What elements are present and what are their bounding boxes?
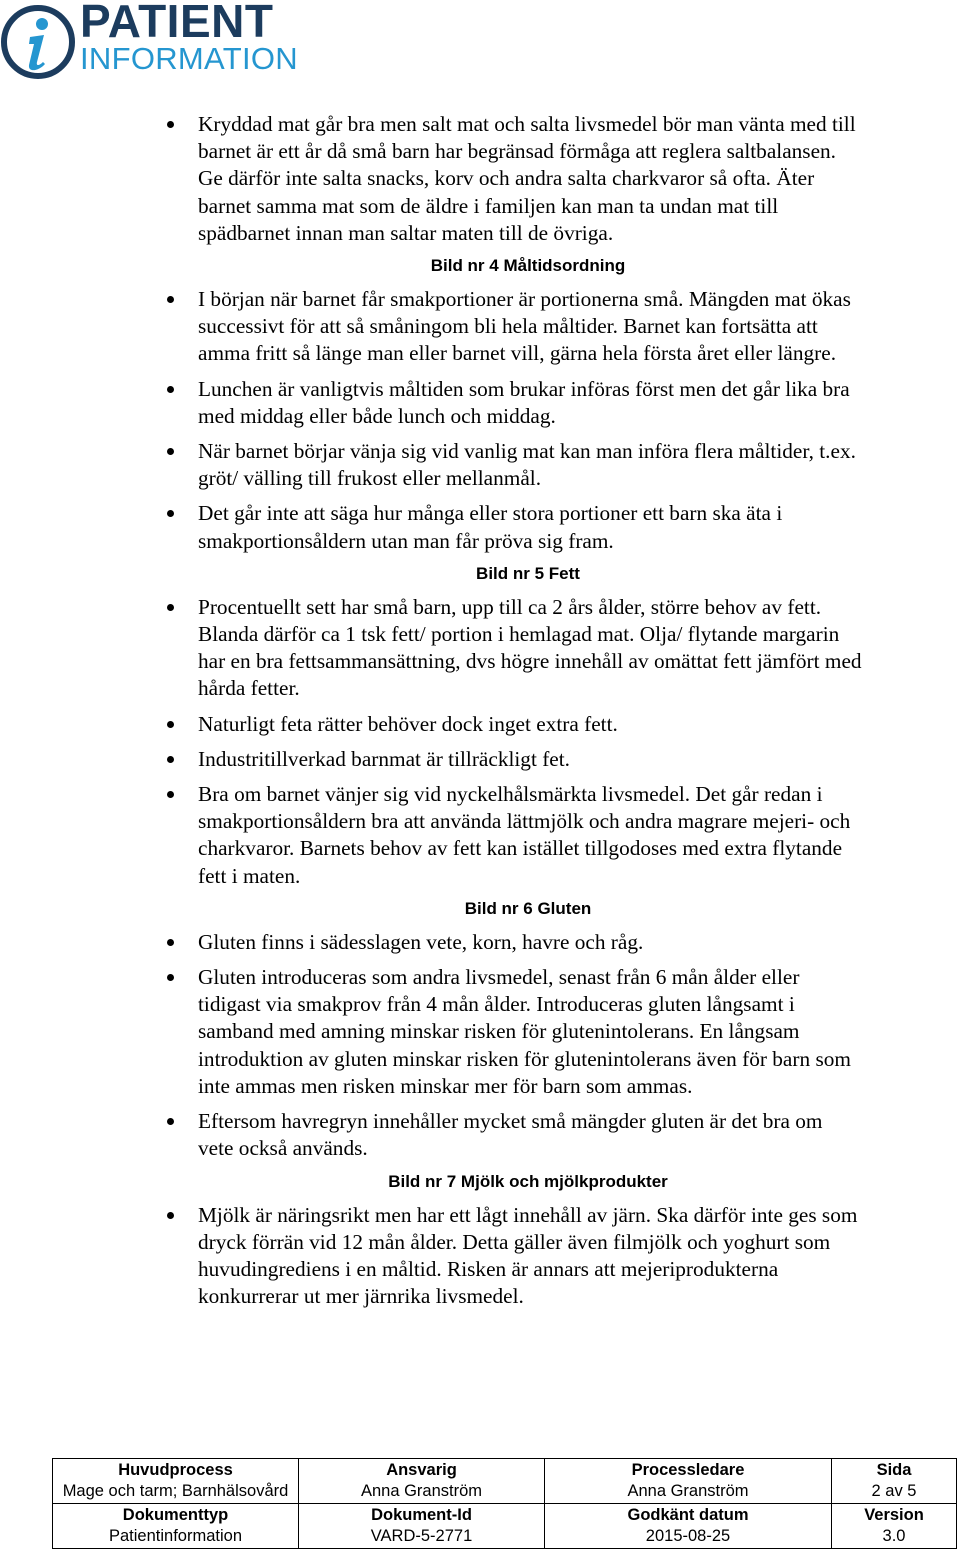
footer-value: 3.0 xyxy=(882,1527,906,1545)
section-mjolk xyxy=(162,1171,862,1311)
footer-cell-huvudprocess xyxy=(53,1459,299,1504)
list-item: Lunchen är vanligtvis måltiden som brukar införas först men det går lika bra med middag eller både lunch och middag. xyxy=(162,376,862,430)
list-item: Mjölk är näringsrikt men har ett lågt innehåll av järn. Ska därför inte ges som dryck förrän vid 12 mån ålder. Detta gäller även filmjölk och yoghurt som huvudingrediens i en måltid. Risken är annars att mejeriprodukterna konkurrerar ut mer järnrika livsmedel. xyxy=(162,1202,862,1311)
list-item: Industritillverkad barnmat är tillräckligt fet. xyxy=(162,746,862,773)
footer-row xyxy=(53,1459,957,1504)
info-i-logo-icon xyxy=(0,4,76,80)
list-item: Naturligt feta rätter behöver dock inget extra fett. xyxy=(162,711,862,738)
footer-label: Huvudprocess xyxy=(118,1461,233,1479)
footer-cell-processledare xyxy=(545,1459,832,1504)
footer-value: Anna Granström xyxy=(627,1482,749,1500)
footer-value: VARD-5-2771 xyxy=(370,1527,473,1545)
list-item: Bra om barnet vänjer sig vid nyckelhålsmärkta livsmedel. Det går redan i smakportionsåldern bra att använda lättmjölk och andra magrare mejeri- och charkvaror. Barnets behov av fett kan istället tillgodoses med extra flytande fett i maten. xyxy=(162,781,862,890)
footer-label: Processledare xyxy=(631,1461,745,1479)
list-item: Procentuellt sett har små barn, upp till ca 2 års ålder, större behov av fett. Blanda därför ca 1 tsk fett/ portion i hemlagad mat. Olja/ flytande margarin har en bra fettsammansättning, dvs högre innehåll av omättat fett jämfört med hårda fetter. xyxy=(162,594,862,703)
list-item: Eftersom havregryn innehåller mycket små mängder gluten är det bra om vete också används. xyxy=(162,1108,862,1162)
logo-subtitle: INFORMATION xyxy=(80,41,298,76)
section-salt xyxy=(162,111,862,247)
document-body xyxy=(162,111,862,1318)
footer-cell-sida xyxy=(832,1459,957,1504)
footer-label: Dokumenttyp xyxy=(122,1506,229,1524)
footer-value: 2 av 5 xyxy=(871,1482,917,1500)
section-gluten xyxy=(162,898,862,1163)
list-item: Det går inte att säga hur många eller stora portioner ett barn ska äta i smakportionsåldern utan man får pröva sig fram. xyxy=(162,500,862,554)
list-item: Kryddad mat går bra men salt mat och salta livsmedel bör man vänta med till barnet är ett år då små barn har begränsad förmåga att reglera saltbalansen. Ge därför inte salta snacks, korv och andra salta charkvaror så ofta. Äter barnet samma mat som de äldre i familjen kan man ta undan mat till spädbarnet innan man saltar maten till de övriga. xyxy=(162,111,862,247)
section-fett xyxy=(162,563,862,890)
section-maltidsordning xyxy=(162,255,862,555)
section-heading: Bild nr 7 Mjölk och mjölkprodukter xyxy=(388,1171,668,1191)
list-item: I början när barnet får smakportioner är portionerna små. Mängden mat ökas successivt för att så småningom bli hela måltider. Barnet kan fortsätta att amma fritt så länge man eller barnet vill, gärna hela första året eller längre. xyxy=(162,286,862,368)
logo-title: PATIENT xyxy=(80,0,274,47)
footer-label: Godkänt datum xyxy=(627,1506,749,1524)
footer-label: Ansvarig xyxy=(386,1461,457,1479)
footer-label: Sida xyxy=(876,1461,912,1479)
footer-cell-ansvarig xyxy=(299,1459,545,1504)
bullet-list xyxy=(162,1202,862,1311)
bullet-list xyxy=(162,111,862,247)
bullet-list xyxy=(162,286,862,555)
document-footer-table xyxy=(52,1458,957,1549)
footer-value: Patientinformation xyxy=(109,1527,242,1545)
footer-row xyxy=(53,1504,957,1549)
section-heading: Bild nr 6 Gluten xyxy=(464,898,592,918)
list-item: Gluten finns i sädesslagen vete, korn, havre och råg. xyxy=(162,929,862,956)
footer-value: 2015-08-25 xyxy=(645,1527,731,1545)
section-heading: Bild nr 5 Fett xyxy=(476,563,580,583)
footer-value: Mage och tarm; Barnhälsovård xyxy=(62,1482,289,1500)
list-item: När barnet börjar vänja sig vid vanlig mat kan man införa flera måltider, t.ex. gröt/ välling till frukost eller mellanmål. xyxy=(162,438,862,492)
footer-cell-dokumenttyp xyxy=(53,1504,299,1549)
bullet-list xyxy=(162,929,862,1163)
list-item: Gluten introduceras som andra livsmedel, senast från 6 mån ålder eller tidigast via smakprov från 4 mån ålder. Introduceras gluten långsamt i samband med amning minskar risken för glutenintolerans. En långsam introduktion av gluten minskar risken för glutenintolerans även för barn som inte ammas men risken minskar mer för barn som ammas. xyxy=(162,964,862,1100)
bullet-list xyxy=(162,594,862,890)
footer-label: Version xyxy=(864,1506,924,1524)
footer-cell-godkant-datum xyxy=(545,1504,832,1549)
patient-information-logo xyxy=(0,0,310,84)
footer-value: Anna Granström xyxy=(360,1482,483,1500)
section-heading: Bild nr 4 Måltidsordning xyxy=(430,256,626,276)
footer-cell-version xyxy=(832,1504,957,1549)
footer-cell-dokument-id xyxy=(299,1504,545,1549)
footer-label: Dokument-Id xyxy=(371,1506,472,1524)
